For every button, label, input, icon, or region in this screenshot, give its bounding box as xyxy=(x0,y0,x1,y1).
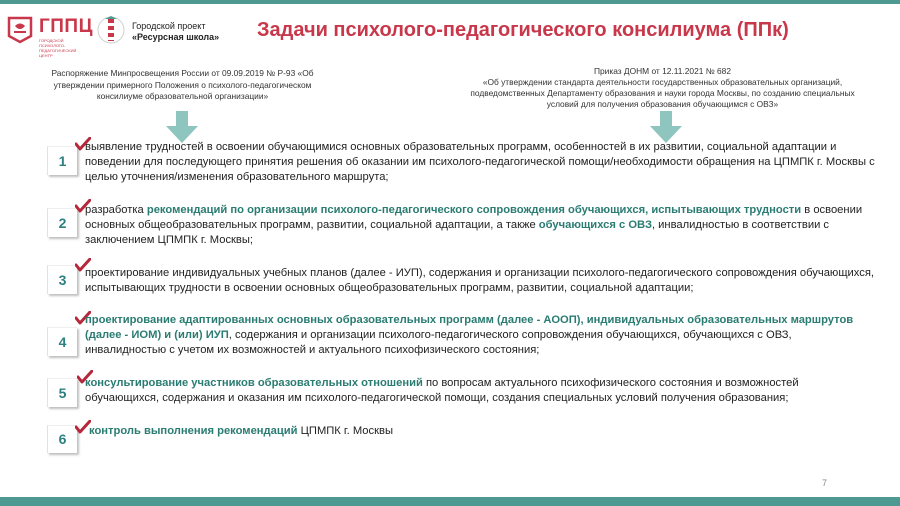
gppc-logo-icon xyxy=(6,14,36,44)
task-highlight: консультирование участников образовательных отношений xyxy=(85,377,423,389)
task-text-part: , содержания и организации психолого-педагогического сопровождения обучающихся, обучающихся с ОВЗ, инвалидностью с учетом их возможностей и актуального психофизического состояния; xyxy=(85,329,792,356)
logo-text: ГППЦ xyxy=(39,16,93,37)
task-text-part: по вопросам актуального психофизического состояния и возможностей обучающихся, содержания и оказания им психолого-педагогической помощи, создания специальных условий получения образования; xyxy=(85,377,799,404)
resource-school-logo-icon xyxy=(96,14,126,46)
task-highlight: рекомендаций по организации психолого-педагогического сопровождения обучающихся, испытывающих трудности xyxy=(146,204,802,216)
task-text xyxy=(85,203,875,248)
arrow-down-right-icon xyxy=(650,111,682,143)
task-text xyxy=(85,313,875,358)
page-title: Задачи психолого-педагогического консилиума (ППк) xyxy=(257,19,789,41)
task-number: 2 xyxy=(47,208,77,237)
project-line1: Городской проект xyxy=(132,21,206,31)
arrow-down-left-icon xyxy=(166,111,198,143)
top-accent-bar xyxy=(0,0,900,4)
task-highlight: проектирование адаптированных основных образовательных программ (далее - АООП), индивидуальных образовательных маршрутов (далее - ИОМ) и (или) ИУП xyxy=(85,314,854,341)
task-text xyxy=(85,140,875,185)
gppc-logo xyxy=(6,14,93,58)
task-number: 4 xyxy=(47,327,77,356)
bottom-accent-bar xyxy=(0,497,900,506)
task-text-part: проектирование индивидуальных учебных планов (далее - ИУП), содержания и организации психолого-педагогического сопровождения обучающихся, испытывающих трудности в освоении основных общеобразовательных программ, развитии, социальной адаптации; xyxy=(85,267,875,294)
task-text-part: в освоении основных общеобразовательных программ, развитии, социальной адаптации, а также xyxy=(85,204,863,231)
task-number: 1 xyxy=(47,146,77,175)
task-number: 5 xyxy=(47,378,77,407)
task-text-part: , инвалидностью в соответствии с заключением ЦПМПК г. Москвы; xyxy=(85,219,830,246)
task-text-part: выявление трудностей в освоении обучающимися основных образовательных программ, особенностей в их развитии, социальной адаптации и поведении для последующего принятия решения об оказании им психолого-педагогической помощи/необходимости обращения на ЦПМПК г. Москвы с целью уточнения/изменения образовательного маршрута; xyxy=(85,141,875,183)
page-number: 7 xyxy=(822,478,828,488)
task-text-part: разработка xyxy=(85,204,147,216)
task-text xyxy=(85,266,875,296)
task-highlight: обучающихся с ОВЗ xyxy=(538,219,652,231)
source-right-title: Приказ ДОНМ от 12.11.2021 № 682 xyxy=(593,66,731,76)
project-line2: «Ресурсная школа» xyxy=(132,32,220,42)
source-left: Распоряжение Минпросвещения России от 09.09.2019 № Р-93 «Об утверждении примерного Положения о психолого-педагогическом консилиуме образовательной организации» xyxy=(51,68,314,101)
task-text xyxy=(89,424,879,439)
task-highlight: контроль выполнения рекомендаций xyxy=(89,425,298,437)
task-text xyxy=(85,376,875,406)
source-right-body: «Об утверждении стандарта деятельности государственных образовательных организаций, подведомственных Департаменту образования и науки города Москвы, по созданию специальных условий для получения образования обучающимся с ОВЗ» xyxy=(470,77,855,109)
project-caption xyxy=(132,21,219,43)
source-right xyxy=(470,66,855,110)
task-number: 6 xyxy=(47,425,77,453)
logo-subtext: ГОРОДСКОЙ ПСИХОЛОГО-ПЕДАГОГИЧЕСКИЙ ЦЕНТР xyxy=(39,38,77,58)
task-text-part: ЦПМПК г. Москвы xyxy=(297,425,393,437)
task-number: 3 xyxy=(47,265,77,294)
